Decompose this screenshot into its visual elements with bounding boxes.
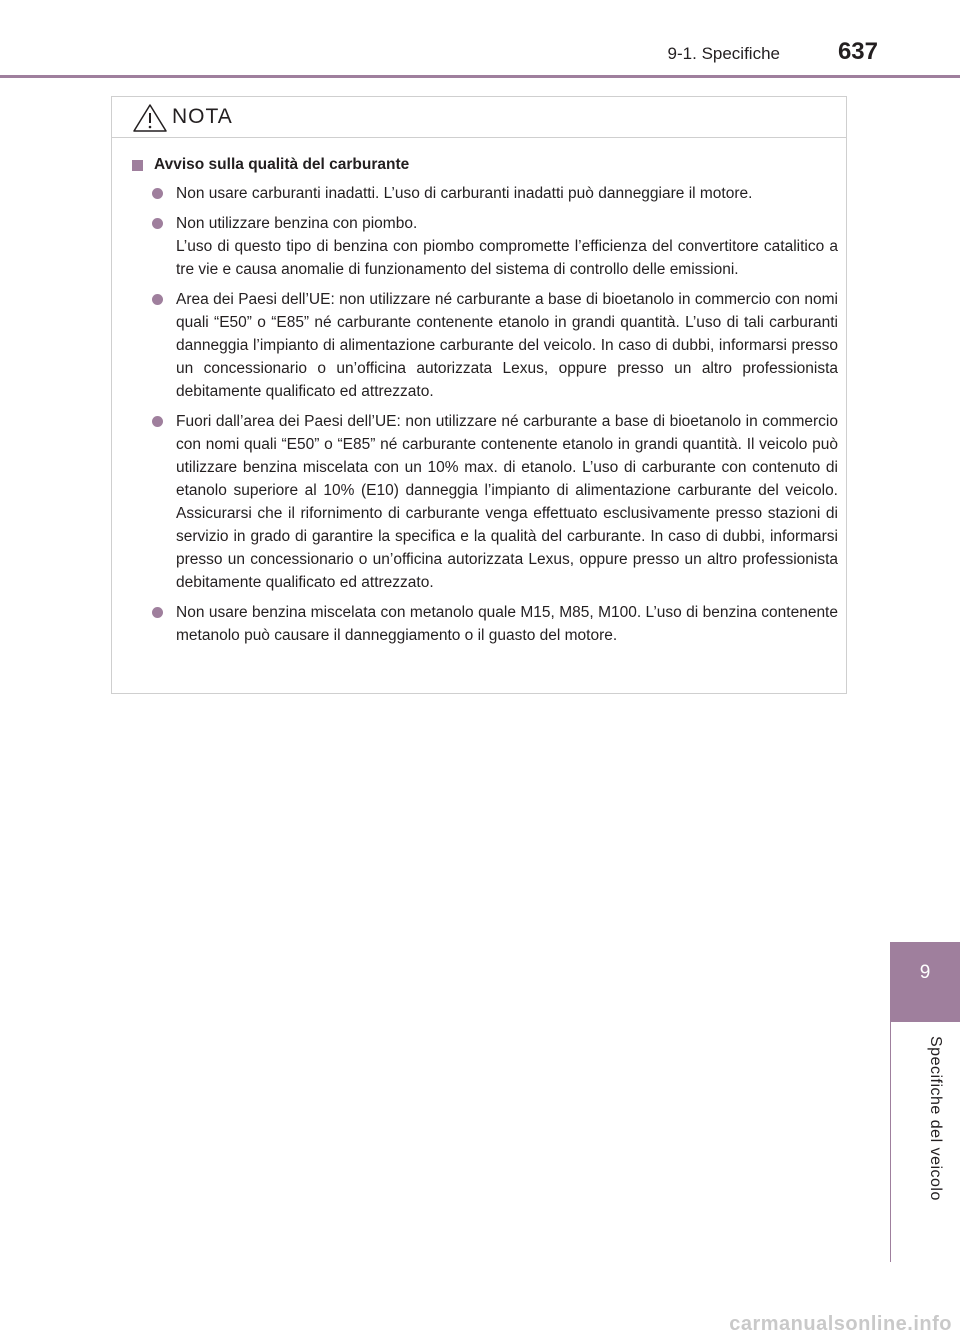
item-text: Non utilizzare benzina con piombo. (176, 215, 418, 232)
note-title: NOTA (172, 105, 233, 128)
item-text: Non usare benzina miscelata con metanolo quale M15, M85, M100. L’uso di benzina contenente metanolo può causare il danneggiamento o il guasto del motore. (176, 604, 838, 644)
bullet-icon (152, 218, 163, 229)
warning-triangle-icon (132, 103, 168, 133)
bullet-icon (152, 607, 163, 618)
list-item (152, 212, 838, 281)
header-section: 9-1. Specifiche (667, 44, 780, 63)
section-heading (132, 156, 838, 174)
note-header (112, 97, 846, 138)
section-title: Avviso sulla qualità del carburante (154, 156, 410, 173)
page-number: 637 (837, 38, 878, 65)
list-item (152, 410, 838, 594)
item-text: Fuori dall’area dei Paesi dell’UE: non utilizzare né carburante a base di bioetanolo in commercio con nomi quali “E50” o “E85” né carburante contenente etanolo in grandi quantità. Il veicolo può utilizzare benzina miscelata con un 10% max. di etanolo. L’uso di carburante con contenuto di etanolo superiore al 10% (E10) danneggia l’impianto di alimentazione carburante del veicolo. Assicurarsi che il rifornimento di carburante venga effettuato esclusivamente presso stazioni di servizio in grado di garantire la specifica e la qualità del carburante. In caso di dubbi, informarsi presso un concessionario o un’officina autorizzata Lexus, oppure presso un altro professionista debitamente qualificato ed attrezzato. (176, 413, 838, 591)
header-rule (0, 75, 960, 78)
bullet-icon (152, 416, 163, 427)
square-bullet-icon (132, 160, 143, 171)
side-tab-label: Specifiche del veicolo (927, 1036, 944, 1201)
item-text: Non usare carburanti inadatti. L’uso di carburanti inadatti può danneggiare il motore. (176, 185, 753, 202)
side-tab-number: 9 (919, 962, 931, 983)
list-item (152, 182, 838, 205)
side-tab-rule (890, 1022, 891, 1262)
item-text: Area dei Paesi dell’UE: non utilizzare né carburante a base di bioetanolo in commercio con nomi quali “E50” o “E85” né carburante contenente etanolo in grandi quantità. L’uso di tali carburanti danneggia l’impianto di alimentazione carburante del veicolo. In caso di dubbi, informarsi presso un concessionario o un’officina autorizzata Lexus, oppure presso un altro professionista debitamente qualificato ed attrezzato. (176, 291, 838, 400)
footer-watermark: carmanualsonline.info (729, 1313, 952, 1335)
list-item (152, 288, 838, 403)
note-box (111, 96, 847, 694)
bullet-icon (152, 294, 163, 305)
note-body (112, 138, 846, 647)
list-item (152, 601, 838, 647)
item-text-detail: L’uso di questo tipo di benzina con piombo compromette l’efficienza del convertitore catalitico a tre vie e causa anomalie di funzionamento del sistema di controllo delle emissioni. (176, 238, 838, 278)
bullet-icon (152, 188, 163, 199)
